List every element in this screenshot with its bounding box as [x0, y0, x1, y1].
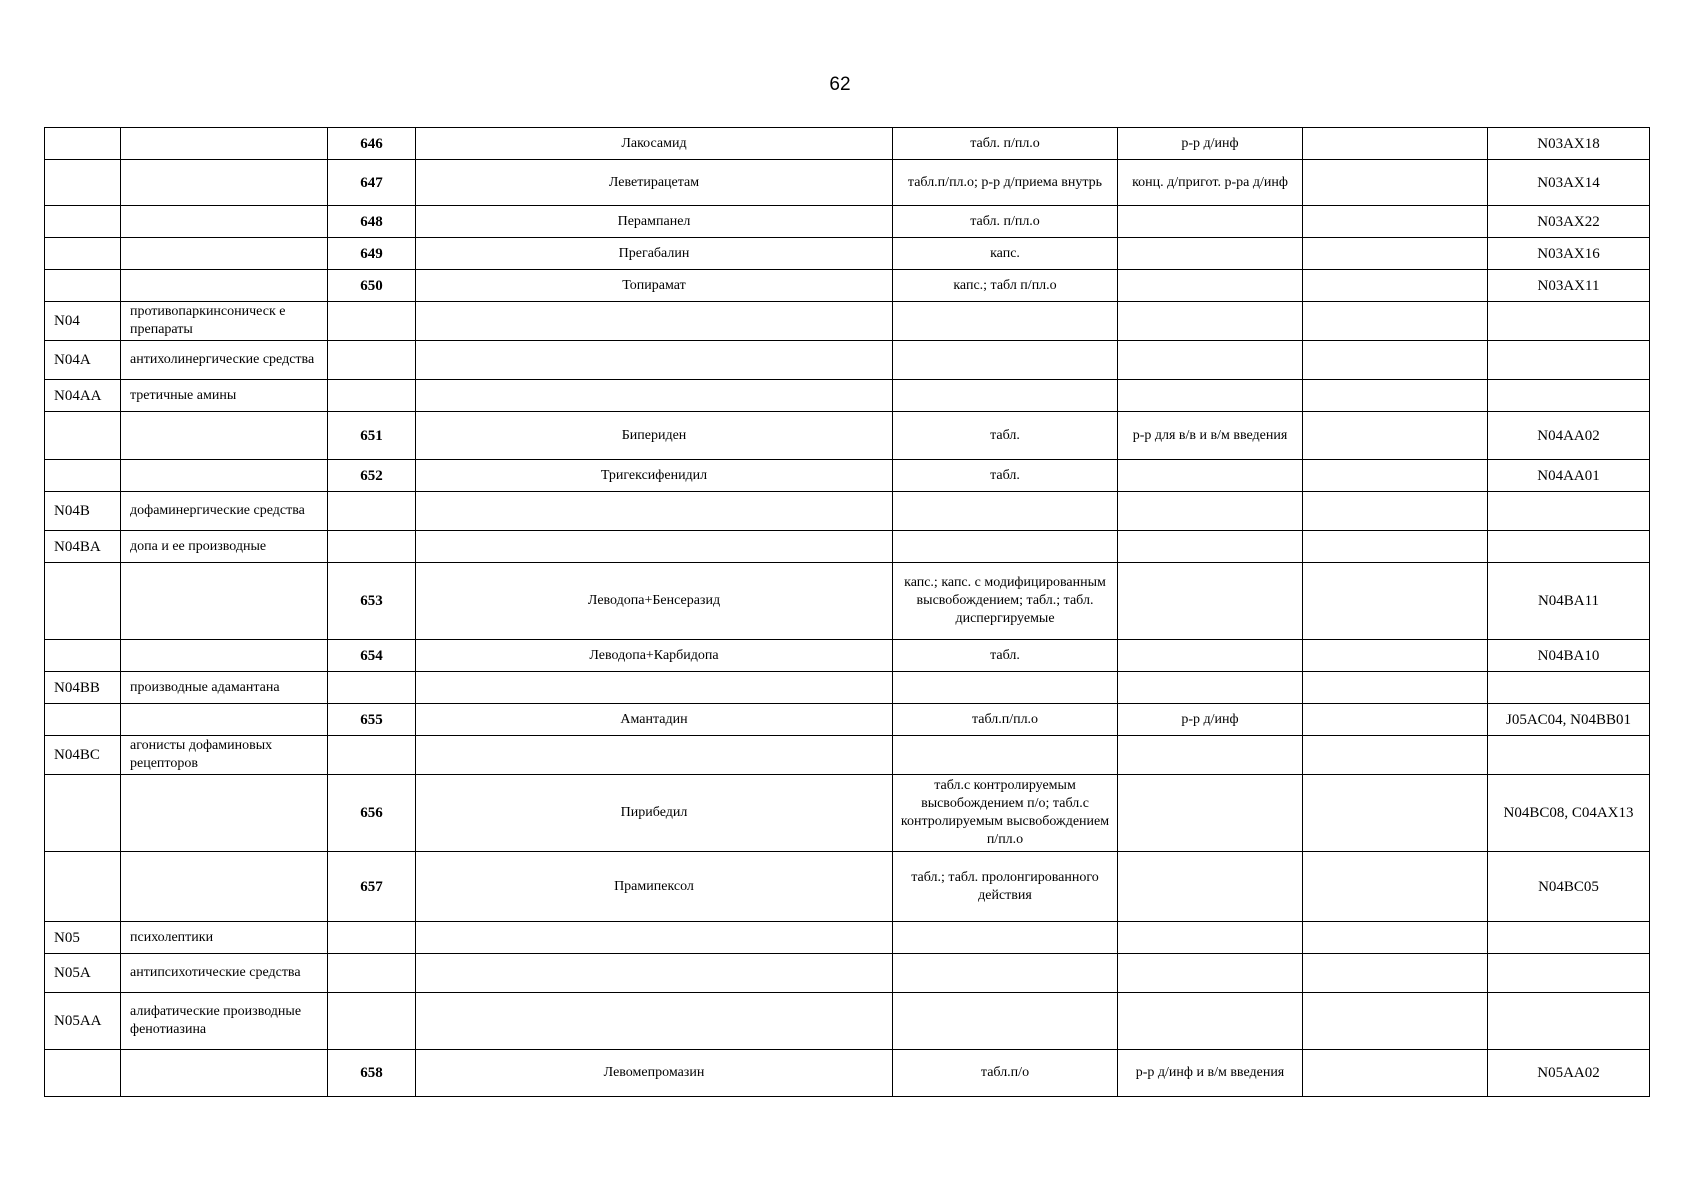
drug-row [45, 775, 1650, 852]
empty-cell [1303, 922, 1488, 954]
empty-cell [1118, 302, 1303, 341]
drug-number: 650 [328, 270, 416, 302]
empty-cell [121, 128, 328, 160]
drug-name: Леветирацетам [416, 160, 893, 206]
atc-code: N03AX18 [1488, 128, 1650, 160]
extra-cell [1303, 412, 1488, 460]
dosage-form-primary: табл.; табл. пролонгированного действия [893, 852, 1118, 922]
atc-group-code: N04B [45, 492, 121, 531]
drug-row [45, 270, 1650, 302]
atc-group-code: N05 [45, 922, 121, 954]
empty-cell [1118, 672, 1303, 704]
drug-number: 649 [328, 238, 416, 270]
drug-number: 656 [328, 775, 416, 852]
empty-cell [121, 206, 328, 238]
drug-name: Бипериден [416, 412, 893, 460]
extra-cell [1303, 128, 1488, 160]
dosage-form-secondary: р-р д/инф и в/м введения [1118, 1050, 1303, 1097]
empty-cell [121, 238, 328, 270]
empty-cell [1488, 341, 1650, 380]
empty-cell [45, 160, 121, 206]
empty-cell [121, 704, 328, 736]
empty-cell [121, 460, 328, 492]
empty-cell [1488, 380, 1650, 412]
atc-group-name: алифатические производные фенотиазина [121, 993, 328, 1050]
drug-number: 647 [328, 160, 416, 206]
empty-cell [1488, 531, 1650, 563]
atc-group-name: психолептики [121, 922, 328, 954]
drug-name: Амантадин [416, 704, 893, 736]
atc-code: N04BA11 [1488, 563, 1650, 640]
drug-row [45, 852, 1650, 922]
drug-row [45, 563, 1650, 640]
empty-cell [45, 852, 121, 922]
atc-group-name: агонисты дофаминовых рецепторов [121, 736, 328, 775]
empty-cell [121, 270, 328, 302]
dosage-form-primary: табл.п/пл.о [893, 704, 1118, 736]
dosage-form-primary: капс.; табл п/пл.о [893, 270, 1118, 302]
drug-row [45, 206, 1650, 238]
atc-code: J05AC04, N04BB01 [1488, 704, 1650, 736]
empty-cell [416, 922, 893, 954]
empty-cell [416, 954, 893, 993]
empty-cell [328, 922, 416, 954]
empty-cell [416, 380, 893, 412]
group-row [45, 993, 1650, 1050]
empty-cell [1303, 736, 1488, 775]
dosage-form-primary: табл.п/о [893, 1050, 1118, 1097]
empty-cell [1118, 922, 1303, 954]
empty-cell [1488, 672, 1650, 704]
extra-cell [1303, 563, 1488, 640]
empty-cell [121, 775, 328, 852]
empty-cell [1303, 341, 1488, 380]
page-number: 62 [829, 74, 851, 95]
dosage-form-primary: табл. [893, 460, 1118, 492]
empty-cell [45, 563, 121, 640]
empty-cell [893, 672, 1118, 704]
empty-cell [45, 128, 121, 160]
drug-name: Топирамат [416, 270, 893, 302]
dosage-form-secondary: р-р д/инф [1118, 704, 1303, 736]
group-row [45, 736, 1650, 775]
drug-number: 651 [328, 412, 416, 460]
drug-row [45, 460, 1650, 492]
atc-group-code: N04A [45, 341, 121, 380]
empty-cell [45, 704, 121, 736]
dosage-form-primary: табл.п/пл.о; р-р д/приема внутрь [893, 160, 1118, 206]
empty-cell [416, 492, 893, 531]
dosage-form-secondary [1118, 852, 1303, 922]
drug-name: Прамипексол [416, 852, 893, 922]
drug-row [45, 704, 1650, 736]
empty-cell [893, 954, 1118, 993]
empty-cell [893, 492, 1118, 531]
empty-cell [328, 531, 416, 563]
dosage-form-primary: табл. [893, 412, 1118, 460]
group-row [45, 531, 1650, 563]
drug-number: 654 [328, 640, 416, 672]
empty-cell [893, 341, 1118, 380]
empty-cell [416, 531, 893, 563]
drug-row [45, 238, 1650, 270]
dosage-form-secondary [1118, 206, 1303, 238]
dosage-form-primary: табл. п/пл.о [893, 128, 1118, 160]
atc-code: N05AA02 [1488, 1050, 1650, 1097]
empty-cell [1488, 954, 1650, 993]
empty-cell [1303, 954, 1488, 993]
extra-cell [1303, 775, 1488, 852]
empty-cell [121, 563, 328, 640]
empty-cell [328, 341, 416, 380]
empty-cell [45, 270, 121, 302]
empty-cell [1303, 672, 1488, 704]
drug-row [45, 412, 1650, 460]
drug-number: 655 [328, 704, 416, 736]
empty-cell [893, 302, 1118, 341]
empty-cell [416, 341, 893, 380]
extra-cell [1303, 238, 1488, 270]
dosage-form-secondary: р-р для в/в и в/м введения [1118, 412, 1303, 460]
group-row [45, 672, 1650, 704]
drug-row [45, 128, 1650, 160]
dosage-form-secondary [1118, 460, 1303, 492]
dosage-form-primary: капс. [893, 238, 1118, 270]
group-row [45, 380, 1650, 412]
empty-cell [1118, 954, 1303, 993]
atc-group-name: производные адамантана [121, 672, 328, 704]
empty-cell [1303, 531, 1488, 563]
drug-number: 653 [328, 563, 416, 640]
drug-row [45, 640, 1650, 672]
atc-code: N04BC08, C04AX13 [1488, 775, 1650, 852]
atc-group-code: N04BB [45, 672, 121, 704]
empty-cell [328, 736, 416, 775]
drug-number: 658 [328, 1050, 416, 1097]
empty-cell [416, 736, 893, 775]
empty-cell [45, 1050, 121, 1097]
dosage-form-primary: капс.; капс. с модифицированным высвобождением; табл.; табл. диспергируемые [893, 563, 1118, 640]
drug-row [45, 1050, 1650, 1097]
empty-cell [1303, 993, 1488, 1050]
dosage-form-secondary [1118, 270, 1303, 302]
atc-code: N03AX11 [1488, 270, 1650, 302]
atc-code: N04AA01 [1488, 460, 1650, 492]
dosage-form-primary: табл. [893, 640, 1118, 672]
dosage-form-secondary [1118, 563, 1303, 640]
atc-group-name: антихолинергические средства [121, 341, 328, 380]
empty-cell [416, 993, 893, 1050]
atc-code: N03AX22 [1488, 206, 1650, 238]
drug-name: Лакосамид [416, 128, 893, 160]
atc-group-name: противопаркинсоническ е препараты [121, 302, 328, 341]
empty-cell [1118, 341, 1303, 380]
drug-number: 648 [328, 206, 416, 238]
empty-cell [121, 1050, 328, 1097]
atc-group-name: третичные амины [121, 380, 328, 412]
extra-cell [1303, 852, 1488, 922]
empty-cell [1488, 922, 1650, 954]
empty-cell [45, 412, 121, 460]
drug-number: 652 [328, 460, 416, 492]
empty-cell [328, 954, 416, 993]
empty-cell [1118, 380, 1303, 412]
extra-cell [1303, 206, 1488, 238]
atc-group-name: антипсихотические средства [121, 954, 328, 993]
empty-cell [45, 460, 121, 492]
empty-cell [328, 492, 416, 531]
atc-group-name: дофаминергические средства [121, 492, 328, 531]
empty-cell [1488, 993, 1650, 1050]
empty-cell [1488, 492, 1650, 531]
drug-number: 646 [328, 128, 416, 160]
drug-name: Перампанел [416, 206, 893, 238]
empty-cell [45, 775, 121, 852]
atc-code: N04BA10 [1488, 640, 1650, 672]
dosage-form-secondary: р-р д/инф [1118, 128, 1303, 160]
group-row [45, 922, 1650, 954]
empty-cell [1488, 302, 1650, 341]
group-row [45, 341, 1650, 380]
group-row [45, 302, 1650, 341]
atc-group-code: N04BC [45, 736, 121, 775]
empty-cell [45, 640, 121, 672]
drug-row [45, 160, 1650, 206]
extra-cell [1303, 460, 1488, 492]
atc-group-name: допа и ее производные [121, 531, 328, 563]
dosage-form-secondary [1118, 775, 1303, 852]
empty-cell [328, 380, 416, 412]
atc-group-code: N04 [45, 302, 121, 341]
empty-cell [328, 672, 416, 704]
empty-cell [45, 238, 121, 270]
drug-name: Леводопа+Бенсеразид [416, 563, 893, 640]
empty-cell [121, 412, 328, 460]
group-row [45, 954, 1650, 993]
dosage-form-secondary [1118, 238, 1303, 270]
dosage-form-primary: табл. п/пл.о [893, 206, 1118, 238]
drug-name: Тригексифенидил [416, 460, 893, 492]
dosage-form-primary: табл.с контролируемым высвобождением п/о; табл.с контролируемым высвобождением п/пл.о [893, 775, 1118, 852]
extra-cell [1303, 640, 1488, 672]
empty-cell [1118, 492, 1303, 531]
group-row [45, 492, 1650, 531]
empty-cell [328, 993, 416, 1050]
empty-cell [1303, 302, 1488, 341]
empty-cell [1118, 736, 1303, 775]
empty-cell [893, 993, 1118, 1050]
drug-number: 657 [328, 852, 416, 922]
empty-cell [45, 206, 121, 238]
drug-name: Пирибедил [416, 775, 893, 852]
atc-group-code: N05AA [45, 993, 121, 1050]
empty-cell [1303, 492, 1488, 531]
atc-code: N03AX16 [1488, 238, 1650, 270]
empty-cell [121, 160, 328, 206]
empty-cell [416, 302, 893, 341]
empty-cell [1118, 993, 1303, 1050]
atc-group-code: N04AA [45, 380, 121, 412]
empty-cell [893, 736, 1118, 775]
atc-group-code: N05A [45, 954, 121, 993]
empty-cell [121, 852, 328, 922]
atc-code: N04BC05 [1488, 852, 1650, 922]
empty-cell [893, 380, 1118, 412]
extra-cell [1303, 160, 1488, 206]
empty-cell [893, 922, 1118, 954]
atc-code: N03AX14 [1488, 160, 1650, 206]
atc-code: N04AA02 [1488, 412, 1650, 460]
empty-cell [1488, 736, 1650, 775]
atc-group-code: N04BA [45, 531, 121, 563]
drug-name: Левомепромазин [416, 1050, 893, 1097]
empty-cell [893, 531, 1118, 563]
extra-cell [1303, 1050, 1488, 1097]
dosage-form-secondary: конц. д/пригот. р-ра д/инф [1118, 160, 1303, 206]
drug-table [44, 127, 1650, 1097]
empty-cell [1118, 531, 1303, 563]
empty-cell [416, 672, 893, 704]
extra-cell [1303, 270, 1488, 302]
dosage-form-secondary [1118, 640, 1303, 672]
empty-cell [328, 302, 416, 341]
extra-cell [1303, 704, 1488, 736]
drug-name: Прегабалин [416, 238, 893, 270]
empty-cell [1303, 380, 1488, 412]
drug-name: Леводопа+Карбидопа [416, 640, 893, 672]
empty-cell [121, 640, 328, 672]
